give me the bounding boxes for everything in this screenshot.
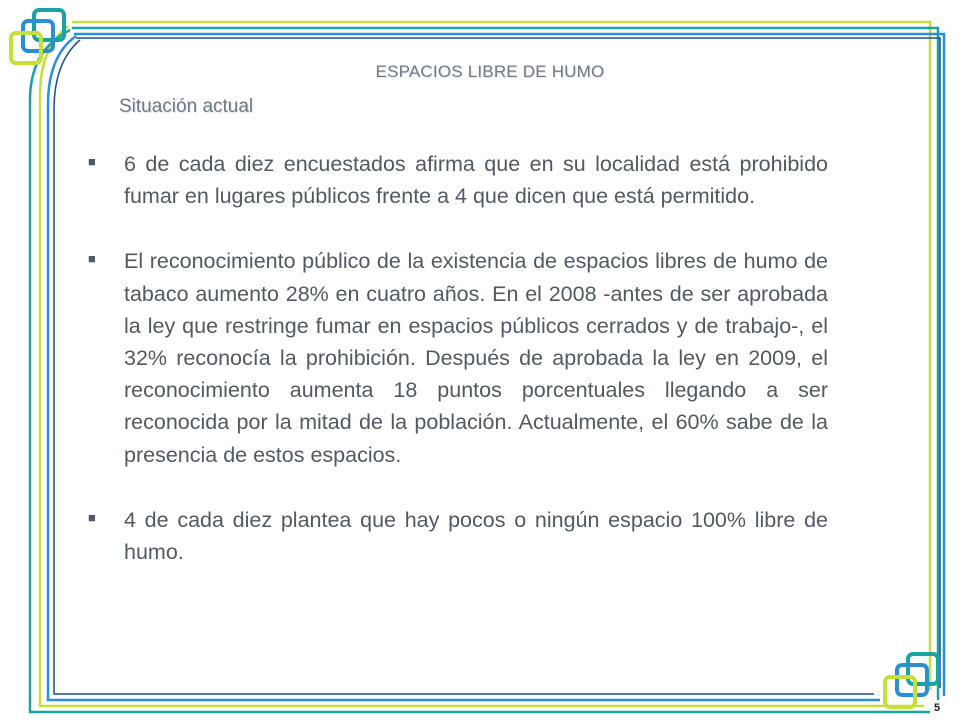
nested-squares-logo-icon — [6, 6, 70, 70]
slide-subtitle: Situación actual — [119, 96, 254, 117]
bullet-item — [88, 504, 828, 568]
bullet-item — [88, 148, 828, 212]
bullet-text: 4 de cada diez plantea que hay pocos o ningún espacio 100% libre de humo. — [124, 507, 828, 565]
bullet-text: El reconocimiento público de la existencia de espacios libres de humo de tabaco aumento 28% en cuatro años. En el 2008 -antes de ser aprobada la ley que restringe fumar en espacios públicos cerrados y de trabajo-, el 32% reconocía la prohibición. Después de aprobada la ley en 2009, el reconocimiento aumenta 18 puntos porcentuales llegando a ser reconocida por la mitad de la población. Actualmente, el 60% sabe de la presencia de estos espacios. — [124, 249, 828, 467]
slide-title: ESPACIOS LIBRE DE HUMO — [375, 62, 605, 81]
bullet-item — [88, 245, 828, 470]
square-bullet-icon: ■ — [88, 509, 96, 525]
bullet-list — [88, 148, 828, 601]
page-number: 5 — [934, 702, 941, 714]
square-bullet-icon: ■ — [88, 251, 96, 267]
square-bullet-icon: ■ — [88, 154, 96, 169]
bullet-text: 6 de cada diez encuestados afirma que en su localidad está prohibido fumar en lugares públicos frente a 4 que dicen que está permitido. — [124, 152, 828, 209]
